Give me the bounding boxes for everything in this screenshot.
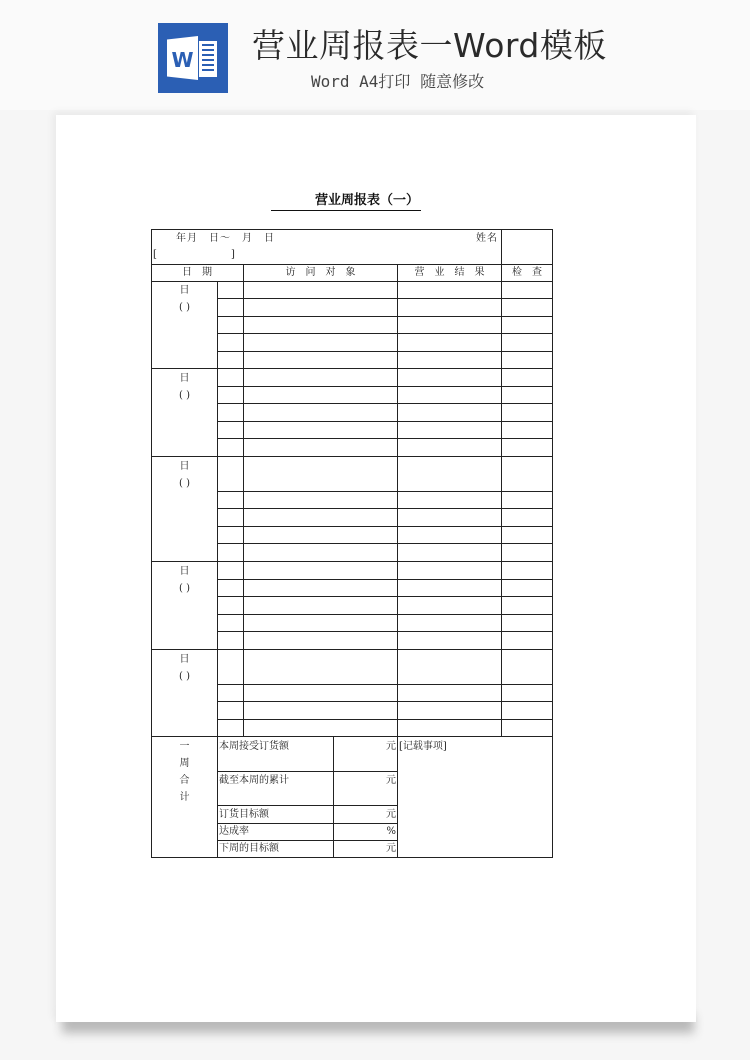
weekly-orders-value[interactable] [334, 737, 384, 771]
weekday-label: ( ) [179, 671, 190, 682]
col-header-check: 检 查 [512, 267, 542, 278]
col-header-date: 日 期 [182, 267, 212, 278]
summary-label-next-week-target: 下周的目标额 [219, 843, 279, 854]
day-label: 日 [179, 461, 190, 472]
summary-label-achievement-rate: 达成率 [219, 826, 249, 837]
summary-section-label: 一 [179, 741, 190, 752]
day-label: 日 [179, 654, 190, 665]
summary-label-cumulative: 截至本周的累计 [219, 775, 289, 786]
date-bracket-open: [ [153, 249, 157, 260]
order-target-value[interactable] [334, 806, 384, 823]
summary-section-label: 合 [179, 775, 190, 786]
weekday-label: ( ) [179, 583, 190, 594]
date-bracket-close: ] [231, 249, 235, 260]
notes-label: [记载事项] [399, 741, 447, 752]
date-range-label: 年月 日～ 月 日 [176, 233, 275, 244]
summary-label-order-target: 订货目标额 [219, 809, 269, 820]
col-header-business-result: 营 业 结 果 [414, 267, 485, 278]
weekday-label: ( ) [179, 390, 190, 401]
name-field[interactable] [502, 230, 552, 264]
summary-unit: % [386, 826, 396, 837]
banner-subtitle: Word A4打印 随意修改 [311, 72, 485, 91]
banner-title: 营业周报表一Word模板 [252, 26, 607, 65]
weekday-label: ( ) [179, 478, 190, 489]
summary-section-label: 周 [179, 758, 190, 769]
weekday-label: ( ) [179, 302, 190, 313]
summary-unit: 元 [386, 775, 396, 786]
next-week-target-value[interactable] [334, 841, 384, 857]
word-icon [158, 23, 228, 93]
day-label: 日 [179, 566, 190, 577]
word-icon-lines [199, 41, 217, 77]
word-icon-letter: W [171, 48, 194, 72]
notes-field[interactable] [398, 754, 552, 857]
achievement-rate-value[interactable] [334, 824, 384, 840]
day-label: 日 [179, 285, 190, 296]
col-header-visit-target: 访 问 对 象 [285, 267, 356, 278]
summary-section-label: 计 [179, 792, 190, 803]
document-title: 营业周报表（一） [271, 193, 421, 211]
day-label: 日 [179, 373, 190, 384]
name-label: 姓名 [476, 233, 498, 244]
summary-unit: 元 [386, 741, 396, 752]
summary-unit: 元 [386, 809, 396, 820]
cumulative-value[interactable] [334, 772, 384, 805]
summary-unit: 元 [386, 843, 396, 854]
banner [0, 0, 750, 110]
summary-label-weekly-orders: 本周接受订货额 [219, 741, 289, 752]
